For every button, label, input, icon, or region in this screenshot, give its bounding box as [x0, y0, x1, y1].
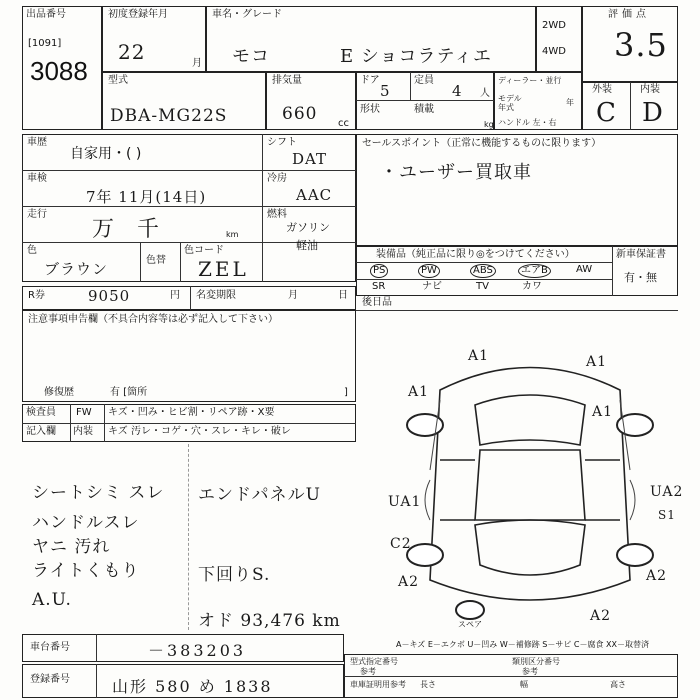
recycle-box [22, 286, 356, 310]
equip-leather: カワ [522, 281, 542, 292]
doors-value: 5 [380, 82, 391, 100]
equip-label: 装備品（純正品に限り◎をつけてください） [376, 249, 575, 260]
lot-tag: [1091] [28, 38, 62, 49]
person-unit: 人 [480, 88, 490, 99]
score-value: 3.5 [614, 26, 668, 64]
note-left-4: ライトくもり [32, 561, 140, 581]
km-unit: km [226, 230, 239, 239]
inspector-label-2: 記入欄 [26, 426, 56, 437]
note-right-2: 下回りS. [198, 565, 271, 585]
spare-label: スペア [458, 620, 482, 629]
recycle-label: R券 [28, 290, 45, 301]
capacity-label: 定員 [414, 75, 434, 86]
exterior-label: 外装 [592, 84, 612, 95]
month-unit: 月 [192, 58, 202, 69]
kg-unit: kg [484, 120, 494, 129]
repair-close: ] [344, 387, 348, 398]
chassis-value: －383203 [148, 641, 247, 660]
color-value: ブラウン [44, 260, 109, 278]
sales-point-value: ・ユーザー買取車 [380, 162, 532, 183]
equip-pw: PW [418, 264, 440, 278]
model-year-label-2: 年式 [498, 103, 514, 112]
note-left-3: ヤニ 汚れ [32, 537, 111, 557]
disp-value: 660 [282, 104, 318, 124]
year-unit: 年 [566, 98, 574, 107]
note-left-5: A.U. [32, 590, 72, 610]
sales-point-box [356, 134, 678, 246]
form-label: 型式指定番号 [350, 657, 398, 666]
color-label: 色 [27, 245, 37, 256]
load-label: 積載 [414, 104, 434, 115]
damage-mark-s1: S1 [658, 508, 676, 522]
equip-navi: ナビ [422, 281, 442, 292]
plate-label: 登録番号 [30, 674, 70, 685]
length-label: 長さ [420, 680, 436, 689]
fuel-value-2: 軽油 [296, 239, 318, 252]
sales-point-label: セールスポイント（正常に機能するものに限ります） [362, 138, 602, 149]
model-value-2: E ショコラティエ [340, 46, 493, 67]
mileage-label: 走行 [27, 209, 47, 220]
shift-value: DAT [292, 150, 328, 168]
disp-label: 排気量 [272, 75, 302, 86]
inspection-label: 車検 [27, 173, 47, 184]
damage-mark-a2-rear-left: A2 [398, 574, 420, 590]
category-label: 類別区分番号 [512, 657, 560, 666]
cert-label: 車庫証明用参考 [350, 680, 406, 689]
name-change-label: 名変期限 [196, 290, 236, 301]
handle-label: ハンドル 左・右 [498, 118, 557, 127]
height-label: 高さ [610, 680, 626, 689]
score-label: 評価点 [608, 9, 650, 20]
damage-mark-a1-front-right: A1 [586, 354, 608, 370]
damage-mark-c2: C2 [390, 536, 412, 552]
type-label: 型式 [108, 75, 128, 86]
caution-label: 注意事項申告欄（不具合内容等は必ず記入して下さい） [28, 314, 278, 325]
damage-mark-a1-right: A1 [592, 404, 614, 420]
fuel-value-1: ガソリン [286, 221, 330, 234]
shape-label: 形状 [360, 104, 380, 115]
mileage-value: 万 千 [92, 217, 167, 242]
damage-mark-a2-rear: A2 [590, 608, 612, 624]
rear-seat-label: 後日品 [362, 297, 392, 308]
damage-mark-a1-left: A1 [408, 384, 430, 400]
interior-label: 内装 [640, 84, 660, 95]
model-label: 車名・グレード [212, 9, 282, 20]
model-year-label-1: モデル [498, 94, 522, 103]
model-value-1: モコ [232, 46, 270, 67]
color-code-label: 色コード [184, 245, 224, 256]
fw-items: キズ・凹み・ヒビ割・リペア跡・X要 [108, 407, 275, 418]
history-value: 自家用・( ) [70, 146, 142, 162]
cc-unit: cc [338, 118, 349, 129]
color-code-value: ZEL [198, 257, 249, 281]
damage-mark-a2-rear-right: A2 [646, 568, 668, 584]
plate-value: 山形 580 め 1838 [112, 677, 273, 696]
name-change-day: 日 [338, 290, 348, 301]
color-change-label: 色替 [146, 255, 166, 266]
repair-value: 有 [箇所 [110, 387, 148, 398]
damage-mark-ua1: UA1 [388, 494, 422, 510]
first-reg-label: 初度登録年月 [108, 9, 168, 20]
exterior-grade: C [596, 98, 617, 128]
interior-items: キズ 汚レ・コゲ・穴・スレ・キレ・破レ [108, 426, 291, 437]
damage-mark-a1-front-left: A1 [468, 348, 490, 364]
history-label: 車歴 [27, 137, 47, 148]
first-reg-value: 22 [118, 40, 146, 64]
drive-box [536, 6, 582, 72]
inspection-value: 7年 11月(14日) [86, 188, 207, 206]
chassis-label: 車台番号 [30, 642, 70, 653]
note-right-1: エンドパネルU [198, 485, 321, 505]
ref-label-2: 参考 [522, 667, 538, 676]
note-left-2: ハンドルスレ [32, 513, 140, 533]
equip-ps: PS [370, 264, 388, 278]
dealer-label: ディーラー・並行 [498, 76, 562, 85]
ac-label: 冷房 [267, 173, 287, 184]
type-value: DBA-MG22S [110, 106, 228, 126]
warranty-label: 新車保証書 [616, 249, 666, 260]
name-change-month: 月 [288, 290, 298, 301]
doors-label: ドア [360, 75, 380, 86]
fw-label: FW [76, 407, 92, 418]
width-label: 幅 [520, 680, 528, 689]
equip-aw: AW [576, 264, 593, 275]
fuel-label: 燃料 [267, 209, 287, 220]
equip-airbag: エアB [518, 264, 551, 278]
interior-grade: D [642, 98, 664, 128]
capacity-value: 4 [452, 82, 463, 100]
drive-4wd: 4WD [542, 46, 566, 57]
interior-note-label: 内装 [73, 426, 93, 437]
drive-2wd: 2WD [542, 20, 566, 31]
damage-legend: A－キズ E－エクボ U－凹み W－補修跡 S－サビ C－腐食 XX－取替済 [396, 640, 650, 649]
equip-tv: TV [476, 281, 489, 292]
equip-sr: SR [372, 281, 386, 292]
lot-no-label: 出品番号 [26, 9, 66, 20]
equip-abs: ABS [470, 264, 496, 278]
inspector-label-1: 検査員 [26, 407, 56, 418]
ac-value: AAC [296, 186, 333, 204]
shift-label: シフト [267, 137, 297, 148]
lot-number: 3088 [30, 56, 88, 86]
ref-label-1: 参考 [360, 667, 376, 676]
warranty-value: 有・無 [624, 271, 657, 284]
repair-label: 修復歴 [44, 387, 74, 398]
damage-mark-ua2: UA2 [650, 484, 684, 500]
yen-unit: 円 [170, 290, 180, 301]
odometer-note: オド 93,476 km [198, 611, 341, 631]
note-left-1: シートシミ スレ [32, 483, 165, 503]
recycle-value: 9050 [88, 287, 131, 305]
